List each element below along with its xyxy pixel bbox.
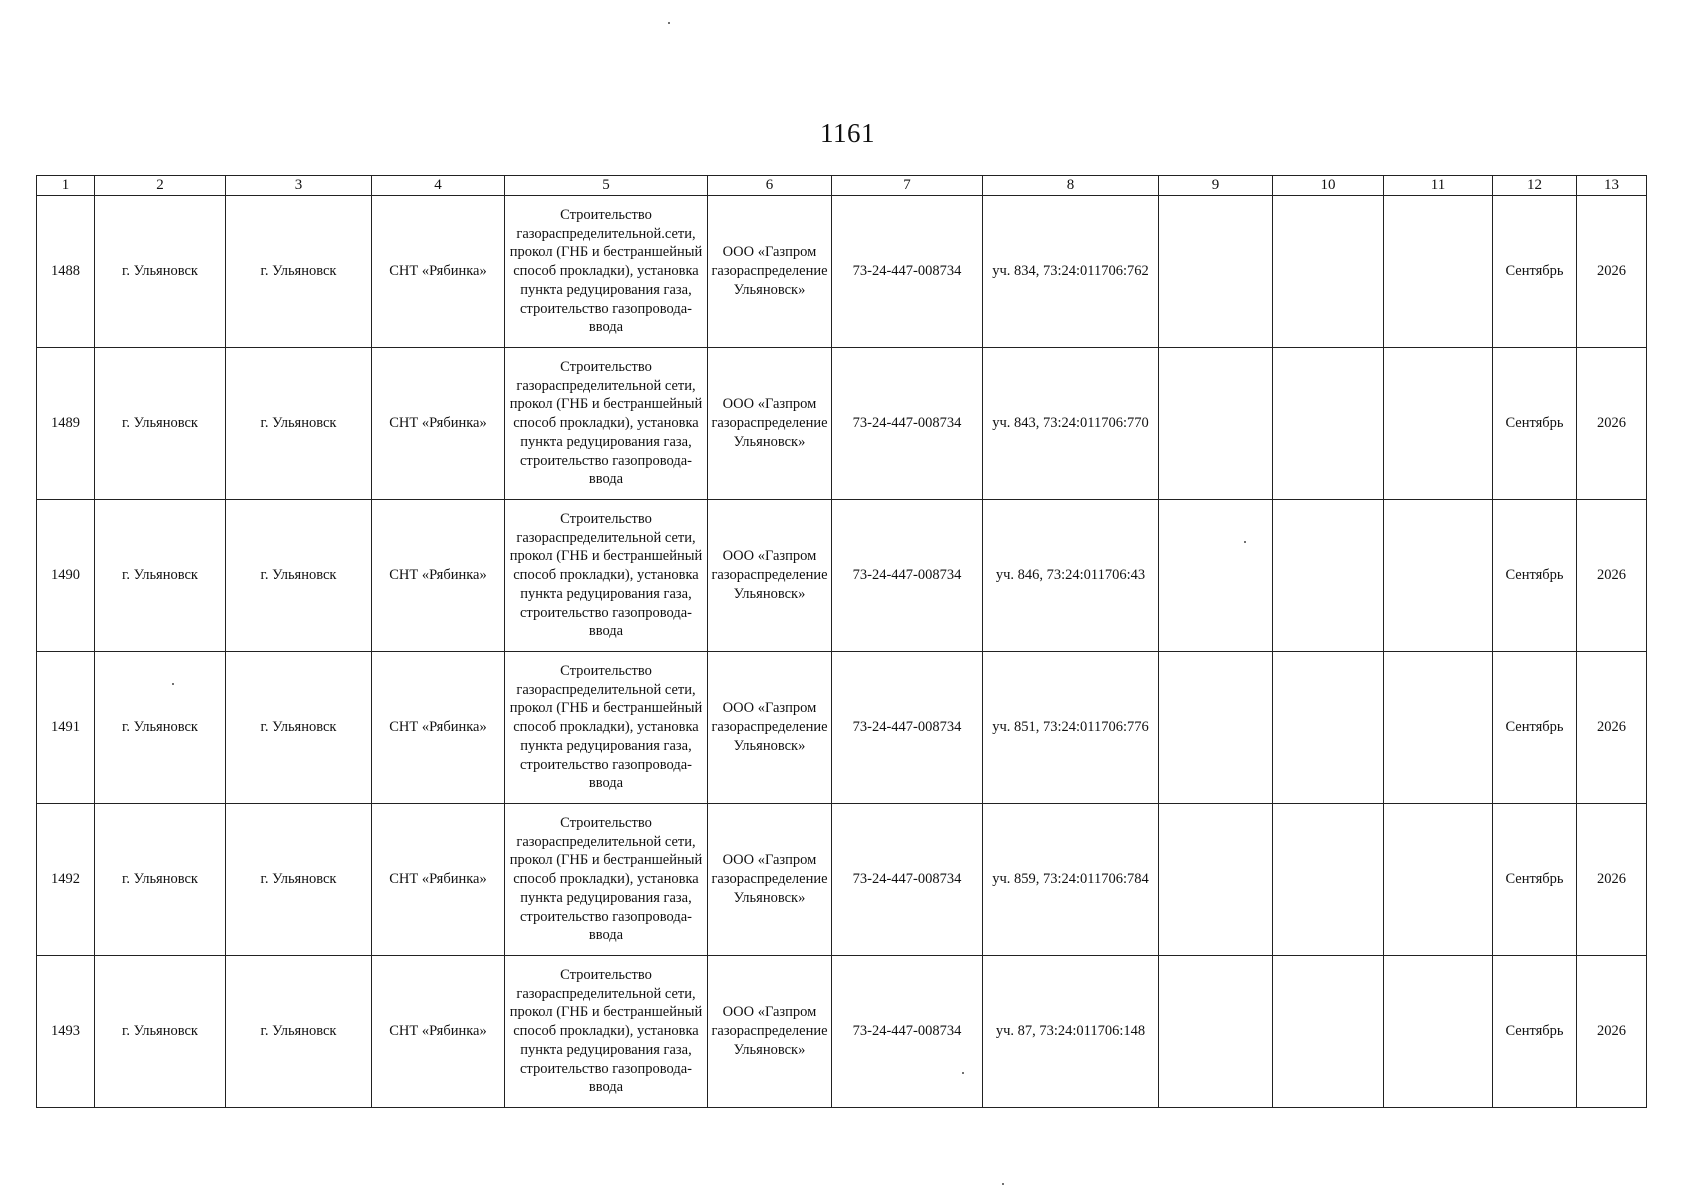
work-type-cell: Строительство газораспределительной сети, прокол (ГНБ и бестраншейный способ прокладки), установка пункта редуцирования газа, строительство газопровода-ввода	[505, 348, 708, 500]
column-header: 9	[1159, 176, 1273, 196]
month-cell: Сентябрь	[1493, 652, 1577, 804]
month-cell: Сентябрь	[1493, 348, 1577, 500]
work-type-cell: Строительство газораспределительной сети, прокол (ГНБ и бестраншейный способ прокладки), установка пункта редуцирования газа, строительство газопровода-ввода	[505, 804, 708, 956]
organization-cell: ООО «Газпром газораспределение Ульяновск»	[708, 956, 832, 1108]
plot-cell: уч. 859, 73:24:011706:784	[983, 804, 1159, 956]
municipality-cell: г. Ульяновск	[95, 500, 226, 652]
plot-cell: уч. 843, 73:24:011706:770	[983, 348, 1159, 500]
page-number: 1161	[820, 118, 875, 148]
year-cell: 2026	[1577, 956, 1647, 1108]
empty-cell-10	[1273, 652, 1384, 804]
empty-cell-10	[1273, 196, 1384, 348]
year-cell: 2026	[1577, 804, 1647, 956]
column-header: 1	[37, 176, 95, 196]
object-name-cell: СНТ «Рябинка»	[372, 804, 505, 956]
work-type-cell: Строительство газораспределительной сети, прокол (ГНБ и бестраншейный способ прокладки), установка пункта редуцирования газа, строительство газопровода-ввода	[505, 500, 708, 652]
organization-cell: ООО «Газпром газораспределение Ульяновск»	[708, 348, 832, 500]
plot-cell: уч. 87, 73:24:011706:148	[983, 956, 1159, 1108]
locality-cell: г. Ульяновск	[226, 804, 372, 956]
object-name-cell: СНТ «Рябинка»	[372, 500, 505, 652]
empty-cell-11	[1384, 652, 1493, 804]
table-row	[37, 956, 1647, 1108]
scan-speck	[668, 22, 670, 24]
municipality-cell: г. Ульяновск	[95, 652, 226, 804]
row-number-cell: 1489	[37, 348, 95, 500]
locality-cell: г. Ульяновск	[226, 348, 372, 500]
object-name-cell: СНТ «Рябинка»	[372, 956, 505, 1108]
organization-cell: ООО «Газпром газораспределение Ульяновск»	[708, 196, 832, 348]
municipality-cell: г. Ульяновск	[95, 196, 226, 348]
empty-cell-10	[1273, 500, 1384, 652]
work-type-cell: Строительство газораспределительной сети, прокол (ГНБ и бестраншейный способ прокладки), установка пункта редуцирования газа, строительство газопровода-ввода	[505, 652, 708, 804]
column-number-row	[37, 176, 1647, 196]
register-table	[36, 175, 1647, 1108]
object-name-cell: СНТ «Рябинка»	[372, 196, 505, 348]
table-row	[37, 652, 1647, 804]
year-cell: 2026	[1577, 500, 1647, 652]
column-header: 5	[505, 176, 708, 196]
row-number-cell: 1493	[37, 956, 95, 1108]
row-number-cell: 1491	[37, 652, 95, 804]
row-number-cell: 1492	[37, 804, 95, 956]
empty-cell-11	[1384, 956, 1493, 1108]
code-cell: 73-24-447-008734	[832, 804, 983, 956]
month-cell: Сентябрь	[1493, 196, 1577, 348]
municipality-cell: г. Ульяновск	[95, 956, 226, 1108]
plot-cell: уч. 834, 73:24:011706:762	[983, 196, 1159, 348]
code-cell: 73-24-447-008734	[832, 348, 983, 500]
table-row	[37, 500, 1647, 652]
empty-cell-11	[1384, 196, 1493, 348]
code-cell: 73-24-447-008734	[832, 652, 983, 804]
year-cell: 2026	[1577, 348, 1647, 500]
empty-cell-11	[1384, 804, 1493, 956]
work-type-cell: Строительство газораспределительной.сети, прокол (ГНБ и бестраншейный способ прокладки), установка пункта редуцирования газа, строительство газопровода-ввода	[505, 196, 708, 348]
column-header: 8	[983, 176, 1159, 196]
empty-cell-9	[1159, 500, 1273, 652]
column-header: 2	[95, 176, 226, 196]
empty-cell-9	[1159, 196, 1273, 348]
empty-cell-9	[1159, 804, 1273, 956]
column-header: 7	[832, 176, 983, 196]
column-header: 13	[1577, 176, 1647, 196]
municipality-cell: г. Ульяновск	[95, 348, 226, 500]
empty-cell-9	[1159, 348, 1273, 500]
locality-cell: г. Ульяновск	[226, 500, 372, 652]
code-cell: 73-24-447-008734	[832, 956, 983, 1108]
column-header: 3	[226, 176, 372, 196]
month-cell: Сентябрь	[1493, 500, 1577, 652]
empty-cell-9	[1159, 956, 1273, 1108]
scan-speck	[1002, 1183, 1004, 1185]
object-name-cell: СНТ «Рябинка»	[372, 348, 505, 500]
organization-cell: ООО «Газпром газораспределение Ульяновск»	[708, 652, 832, 804]
column-header: 12	[1493, 176, 1577, 196]
year-cell: 2026	[1577, 196, 1647, 348]
table-row	[37, 196, 1647, 348]
column-header: 6	[708, 176, 832, 196]
column-header: 11	[1384, 176, 1493, 196]
row-number-cell: 1488	[37, 196, 95, 348]
locality-cell: г. Ульяновск	[226, 652, 372, 804]
column-header: 10	[1273, 176, 1384, 196]
empty-cell-10	[1273, 956, 1384, 1108]
plot-cell: уч. 851, 73:24:011706:776	[983, 652, 1159, 804]
year-cell: 2026	[1577, 652, 1647, 804]
object-name-cell: СНТ «Рябинка»	[372, 652, 505, 804]
empty-cell-9	[1159, 652, 1273, 804]
column-header: 4	[372, 176, 505, 196]
row-number-cell: 1490	[37, 500, 95, 652]
work-type-cell: Строительство газораспределительной сети, прокол (ГНБ и бестраншейный способ прокладки), установка пункта редуцирования газа, строительство газопровода-ввода	[505, 956, 708, 1108]
code-cell: 73-24-447-008734	[832, 196, 983, 348]
empty-cell-10	[1273, 348, 1384, 500]
empty-cell-11	[1384, 348, 1493, 500]
empty-cell-11	[1384, 500, 1493, 652]
table-row	[37, 348, 1647, 500]
month-cell: Сентябрь	[1493, 956, 1577, 1108]
organization-cell: ООО «Газпром газораспределение Ульяновск»	[708, 804, 832, 956]
table-row	[37, 804, 1647, 956]
plot-cell: уч. 846, 73:24:011706:43	[983, 500, 1159, 652]
month-cell: Сентябрь	[1493, 804, 1577, 956]
municipality-cell: г. Ульяновск	[95, 804, 226, 956]
organization-cell: ООО «Газпром газораспределение Ульяновск»	[708, 500, 832, 652]
empty-cell-10	[1273, 804, 1384, 956]
locality-cell: г. Ульяновск	[226, 196, 372, 348]
locality-cell: г. Ульяновск	[226, 956, 372, 1108]
code-cell: 73-24-447-008734	[832, 500, 983, 652]
